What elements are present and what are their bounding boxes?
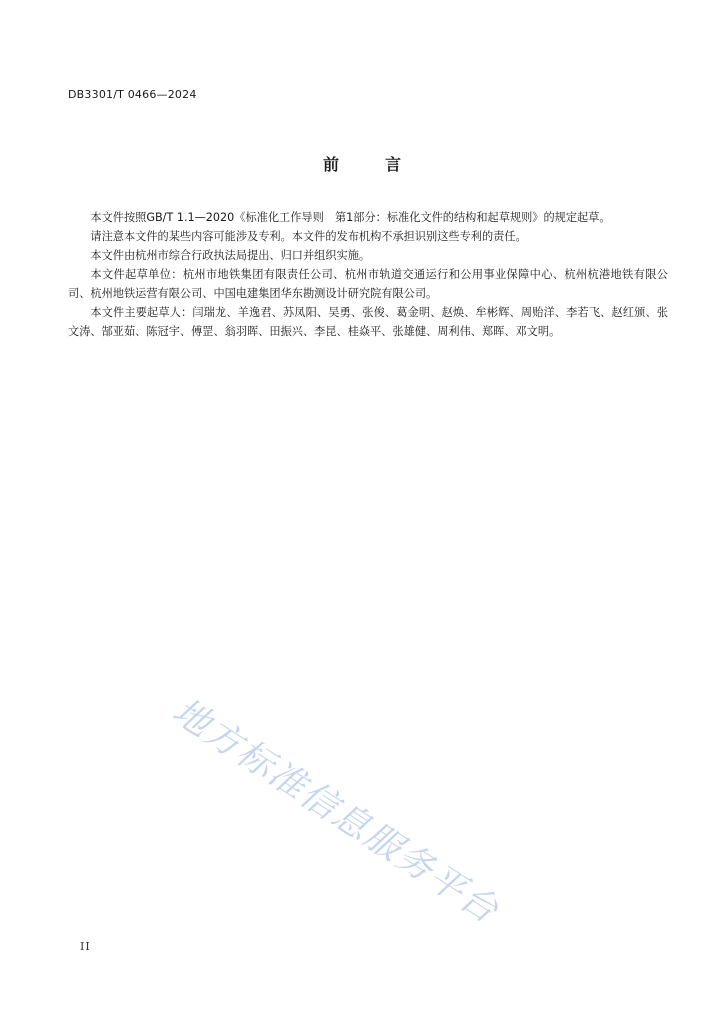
watermark: 地方标准信息服务平台: [165, 690, 507, 933]
preface-body: [68, 208, 668, 341]
document-code: DB3301/T 0466—2024: [68, 88, 197, 101]
paragraph-drafters: 本文件主要起草人：闫瑞龙、羊逸君、苏凤阳、吴勇、张俊、葛金明、赵焕、牟彬辉、周贻洋、李若飞、赵红颁、张文涛、郜亚茹、陈冠宇、傅罡、翁羽晖、田振兴、李昆、桂焱平、张雄健、周利伟、郑晖、邓文明。: [68, 306, 668, 338]
paragraph-drafting-units: 本文件起草单位：杭州市地铁集团有限责任公司、杭州市轨道交通运行和公用事业保障中心、杭州杭港地铁有限公司、杭州地铁运营有限公司、中国电建集团华东勘测设计研究院有限公司。: [68, 268, 668, 300]
page-number: II: [80, 940, 91, 953]
paragraph-drafting-rules: 本文件按照GB/T 1.1—2020《标准化工作导则 第1部分：标准化文件的结构和起草规则》的规定起草。: [90, 211, 611, 224]
title-char-2: 言: [385, 155, 402, 174]
title-char-1: 前: [322, 155, 339, 174]
paragraph-patent-notice: 请注意本文件的某些内容可能涉及专利。本文件的发布机构不承担识别这些专利的责任。: [90, 230, 527, 243]
paragraph-proposer: 本文件由杭州市综合行政执法局提出、归口并组织实施。: [90, 249, 371, 262]
page-title: [0, 152, 724, 175]
